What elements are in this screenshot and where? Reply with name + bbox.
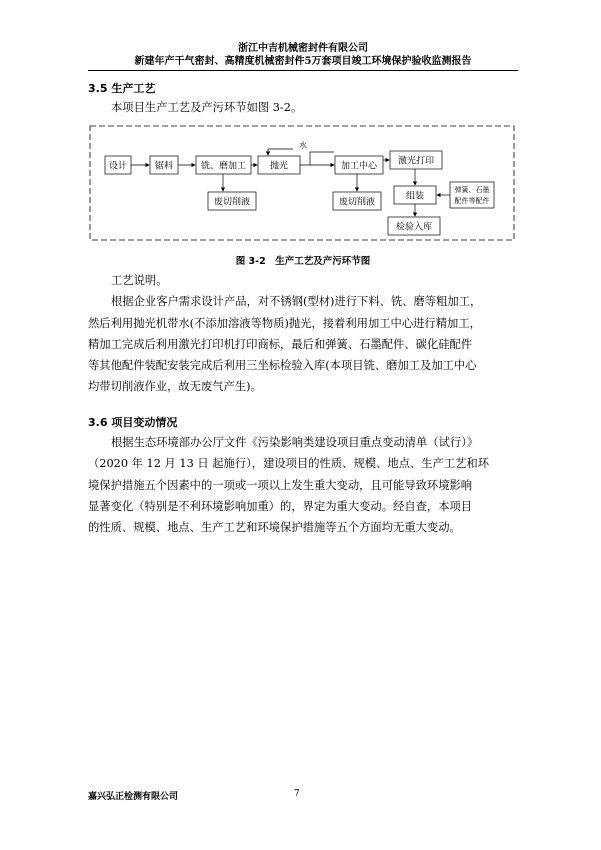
header-company: 浙江中吉机械密封件有限公司: [238, 43, 368, 54]
svg-text:检验入库: 检验入库: [395, 222, 433, 233]
step-assembly: [394, 186, 436, 204]
step-cnc: [335, 156, 383, 174]
step-inspect: [388, 217, 440, 235]
svg-text:激光打印: 激光打印: [397, 156, 435, 167]
step-mill: [196, 156, 251, 174]
section-3-6-line: 境保护措施五个因素中的一项或一项以上发生重大变动，且可能导致环境影响: [88, 478, 473, 492]
svg-text:设计: 设计: [108, 161, 128, 172]
process-diagram: [88, 124, 518, 244]
arrow-polish-cnc-line: [300, 152, 334, 165]
parts-box: [450, 182, 494, 208]
svg-text:废切削液: 废切削液: [213, 197, 251, 208]
section-3-6-line: 显著变化（特别是不利环境影响加重）的，界定为重大变动。经自查，本项目: [88, 499, 473, 513]
svg-text:铣、磨加工: 铣、磨加工: [200, 161, 247, 172]
page-header: [88, 42, 518, 68]
waste-output-cnc: [333, 192, 381, 210]
process-note-label: 工艺说明。: [111, 274, 168, 287]
page-number: 7: [294, 789, 300, 799]
step-material: [150, 156, 178, 174]
footer-company: 嘉兴弘正检测有限公司: [88, 792, 179, 802]
process-note-line: 然后利用抛光机带水(不添加溶液等物质)抛光，接着利用加工中心进行精加工，: [88, 316, 481, 330]
section-3-6-line: 根据生态环境部办公厅文件《污染影响类建设项目重点变动清单（试行）》: [111, 436, 479, 449]
process-note-line: 等其他配件装配安装完成后利用三坐标检验入库(本项目铣、磨加工及加工中心: [88, 359, 477, 373]
header-report-title: 新建年产干气密封、高精度机械密封件5万套项目竣工环境保护验收监测报告: [134, 56, 472, 67]
process-note: [88, 270, 518, 398]
step-design: [105, 156, 131, 174]
section-3-6-line: 的性质、规模、地点、生产工艺和环境保护措施等五个方面均无重大变动。: [88, 521, 461, 535]
step-polish: [258, 156, 300, 174]
section-3-6-line: （2020 年 12 月 13 日 起施行），建设项目的性质、规模、地点、生产工艺和环: [88, 457, 490, 471]
step-laser: [390, 151, 442, 169]
section-3-5-heading: 3.5 生产工艺: [88, 82, 156, 95]
intro-text: 本项目生产工艺及产污环节如图 3-2。: [111, 101, 303, 114]
process-note-line: 精加工完成后利用激光打印机打印商标，最后和弹簧、石墨配件、碳化硅配件: [88, 337, 473, 351]
svg-text:弹簧、石墨: 弹簧、石墨: [454, 186, 490, 194]
svg-text:抛光: 抛光: [269, 161, 289, 172]
svg-text:组装: 组装: [405, 191, 425, 202]
header-divider: [88, 70, 518, 71]
svg-text:加工中心: 加工中心: [340, 161, 378, 172]
svg-text:废切削液: 废切削液: [338, 197, 376, 208]
svg-text:锯料: 锯料: [154, 161, 174, 172]
section-3-6-heading: 3.6 项目变动情况: [88, 416, 178, 429]
figure-caption: 图 3-2 生产工艺及产污环节图: [235, 256, 371, 267]
section-3-5-intro: [88, 97, 518, 118]
section-3-6-body: [88, 432, 518, 538]
process-note-line: 均带切削液作业，故无废气产生)。: [88, 380, 262, 394]
waste-output-mill: [208, 192, 256, 210]
process-note-line: 根据企业客户需求设计产品，对不锈钢(型材)进行下料、铣、磨等粗加工，: [111, 295, 482, 309]
svg-text:配件等配件: 配件等配件: [454, 197, 490, 205]
water-label: 水: [299, 141, 307, 150]
